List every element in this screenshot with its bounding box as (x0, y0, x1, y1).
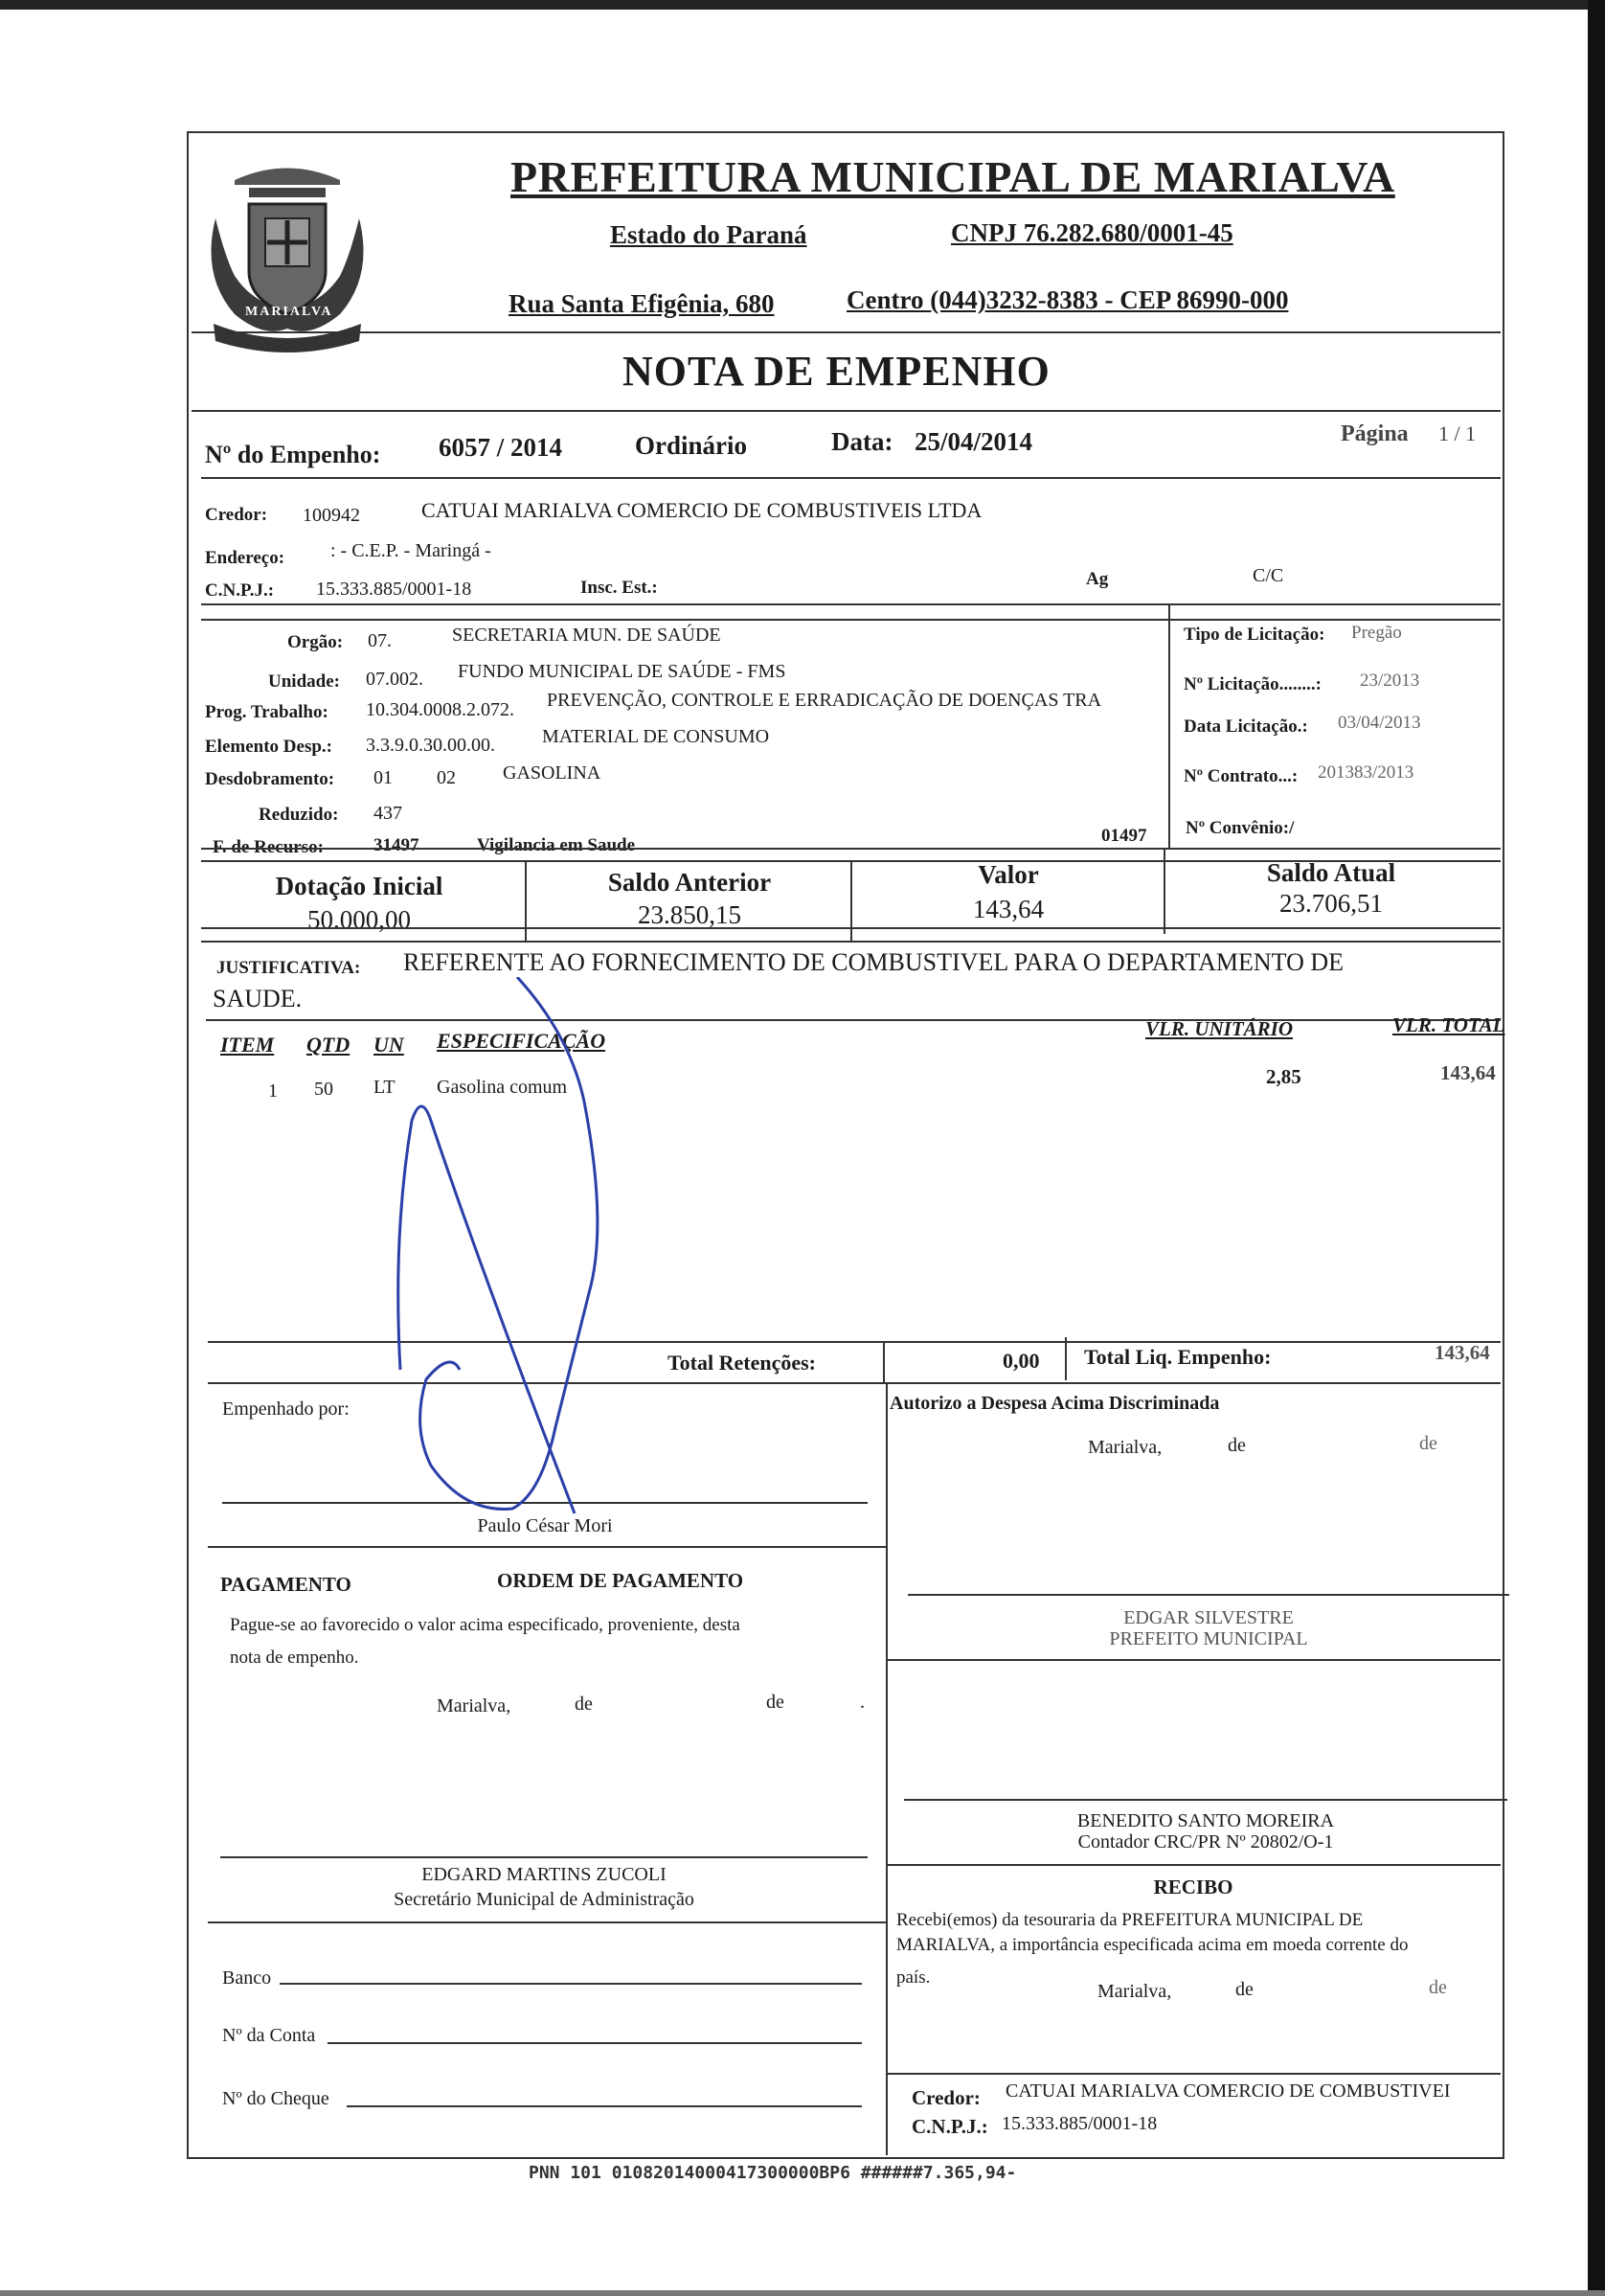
scan-border-right (1588, 0, 1605, 2296)
item-row-total: 143,64 (1440, 1061, 1496, 1084)
autorizo-city: Marialva, (1088, 1437, 1163, 1458)
header-address: Rua Santa Efigênia, 680 (509, 289, 775, 318)
saldo-atual-value: 23.706,51 (1279, 889, 1383, 918)
recibo-de-2: de (1429, 1977, 1447, 1998)
contador-signature-line (904, 1799, 1507, 1801)
recibo-city: Marialva, (1097, 1981, 1172, 2002)
empenho-number: 6057 / 2014 (439, 433, 563, 462)
credor-name: CATUAI MARIALVA COMERCIO DE COMBUSTIVEIS LTDA (421, 498, 983, 522)
rule-credor-2 (201, 619, 1501, 621)
total-liq-value: 143,64 (1435, 1341, 1490, 1364)
rule-recibo (886, 2073, 1501, 2075)
empenhado-label: Empenhado por: (222, 1398, 350, 1420)
header-title: PREFEITURA MUNICIPAL DE MARIALVA (510, 152, 1395, 201)
unidade-name: FUNDO MUNICIPAL DE SAÚDE - FMS (458, 661, 786, 682)
rule-title (192, 410, 1501, 412)
prog-name: PREVENÇÃO, CONTROLE E ERRADICAÇÃO DE DOENÇAS TRA (547, 690, 1102, 711)
col-vlr-unitario: VLR. UNITÁRIO (1145, 1017, 1294, 1040)
recurso-label: F. de Recurso: (213, 837, 324, 857)
ordem-pagamento-label: ORDEM DE PAGAMENTO (497, 1569, 744, 1592)
unidade-code: 07.002. (366, 669, 423, 690)
empenho-label: Nº do Empenho: (205, 441, 381, 468)
rule-header (192, 331, 1501, 333)
handwritten-signature (383, 977, 632, 1571)
rule-empenho (201, 477, 1501, 479)
pagamento-de-1: de (575, 1694, 593, 1715)
cc-label: C/C (1253, 565, 1284, 586)
valor-label: Valor (978, 860, 1039, 889)
pagamento-text-2: nota de empenho. (230, 1648, 359, 1668)
saldo-atual-label: Saldo Atual (1266, 858, 1396, 887)
credor-code: 100942 (303, 505, 360, 526)
item-row-qtd: 50 (314, 1079, 333, 1100)
retencoes-value: 0,00 (1003, 1349, 1040, 1373)
page-label: Página (1341, 421, 1409, 446)
contrato-value: 201383/2013 (1318, 762, 1414, 783)
empenho-type: Ordinário (635, 431, 748, 460)
endereco-value: : - C.E.P. - Maringá - (330, 540, 491, 561)
recurso-name: Vigilancia em Saude (477, 835, 636, 855)
prefeito-title: PREFEITO MUNICIPAL (1109, 1628, 1308, 1649)
col-qtd: QTD (306, 1033, 350, 1057)
recibo-credor-label: Credor: (912, 2086, 981, 2109)
orgao-name: SECRETARIA MUN. DE SAÚDE (452, 625, 721, 646)
item-row-un: LT (373, 1077, 396, 1098)
desdobramento-a: 01 (373, 767, 393, 788)
emblem-ribbon-text: MARIALVA (245, 305, 333, 319)
dotacao-inicial-value: 50.000,00 (307, 905, 411, 934)
divider-lower (886, 1382, 888, 2155)
reduzido-label: Reduzido: (259, 805, 339, 825)
divider-licitacao (1168, 603, 1170, 848)
recurso-right-code: 01497 (1101, 826, 1147, 846)
convenio-label: Nº Convênio:/ (1186, 818, 1295, 838)
header-cnpj: CNPJ 76.282.680/0001-45 (951, 218, 1233, 247)
tipo-licitacao-value: Pregão (1351, 623, 1402, 643)
cheque-label: Nº do Cheque (222, 2088, 329, 2109)
dotacao-inicial-label: Dotação Inicial (275, 872, 443, 900)
rule-credor (201, 603, 1501, 605)
secretario-name: EDGARD MARTINS ZUCOLI (421, 1864, 667, 1885)
credor-label: Credor: (205, 505, 268, 525)
page-number: 1 / 1 (1438, 421, 1477, 445)
rule-secretario (208, 1921, 886, 1923)
prog-label: Prog. Trabalho: (205, 702, 328, 722)
credor-cnpj: 15.333.885/0001-18 (316, 579, 472, 600)
elemento-name: MATERIAL DE CONSUMO (542, 726, 770, 747)
pagamento-city: Marialva, (437, 1695, 511, 1716)
header-state: Estado do Paraná (610, 220, 807, 249)
valor-value: 143,64 (972, 895, 1045, 923)
conta-field-line (328, 2042, 862, 2044)
orgao-label: Orgão: (287, 632, 344, 652)
contador-title: Contador CRC/PR Nº 20802/O-1 (1077, 1831, 1334, 1853)
empenho-date: 25/04/2014 (915, 427, 1033, 456)
rule-saldo (201, 927, 1501, 929)
desdobramento-name: GASOLINA (503, 762, 601, 784)
scan-border-top (0, 0, 1605, 10)
recibo-cnpj-label: C.N.P.J.: (912, 2115, 988, 2138)
autorizo-de-1: de (1228, 1435, 1246, 1456)
tipo-licitacao-label: Tipo de Licitação: (1184, 625, 1325, 645)
rule-prefeito (886, 1659, 1501, 1661)
unidade-label: Unidade: (268, 671, 340, 692)
saldo-anterior-label: Saldo Anterior (607, 868, 772, 897)
col-especificacao: ESPECIFICAÇÃO (437, 1029, 606, 1053)
elemento-label: Elemento Desp.: (205, 737, 332, 757)
recibo-text-3: país. (896, 1967, 931, 1988)
contrato-label: Nº Contrato...: (1184, 766, 1299, 786)
endereco-label: Endereço: (205, 548, 285, 568)
banco-label: Banco (222, 1967, 272, 1989)
licitacao-num-label: Nº Licitação........: (1184, 674, 1322, 694)
recibo-label: RECIBO (1153, 1875, 1233, 1898)
desdobramento-b: 02 (437, 767, 456, 788)
pagamento-de-2: de (766, 1692, 784, 1713)
divider-saldo-3 (1164, 848, 1165, 934)
contador-name: BENEDITO SANTO MOREIRA (1076, 1810, 1335, 1831)
credor-cnpj-label: C.N.P.J.: (205, 580, 275, 601)
divider-totals-2 (1065, 1337, 1067, 1380)
pagamento-label: PAGAMENTO (220, 1573, 351, 1596)
rule-saldo-2 (201, 941, 1501, 943)
reduzido-value: 437 (373, 803, 402, 824)
recurso-code: 31497 (373, 835, 419, 855)
licitacao-num-value: 23/2013 (1360, 671, 1420, 691)
ag-label: Ag (1086, 569, 1109, 589)
rule-dotacao (201, 848, 1501, 850)
autorizo-de-2: de (1419, 1433, 1437, 1454)
desdobramento-label: Desdobramento: (205, 769, 335, 789)
justificativa-text-2: SAUDE. (213, 985, 303, 1012)
licitacao-data-value: 03/04/2013 (1338, 713, 1421, 733)
justificativa-label: JUSTIFICATIVA: (216, 958, 361, 978)
pagamento-dot: . (860, 1692, 865, 1713)
conta-label: Nº da Conta (222, 2025, 316, 2046)
item-row-espec: Gasolina comum (437, 1077, 568, 1098)
banco-field-line (280, 1983, 862, 1985)
coat-of-arms-emblem (196, 161, 378, 357)
col-un: UN (373, 1033, 404, 1057)
recibo-credor-name: CATUAI MARIALVA COMERCIO DE COMBUSTIVEI (1006, 2080, 1451, 2102)
retencoes-label: Total Retenções: (667, 1351, 816, 1375)
secretario-signature-line (220, 1856, 868, 1858)
pagamento-text-1: Pague-se ao favorecido o valor acima especificado, proveniente, desta (230, 1615, 740, 1635)
secretario-title: Secretário Municipal de Administração (394, 1889, 694, 1910)
document-title: NOTA DE EMPENHO (622, 348, 1051, 395)
prefeito-name: EDGAR SILVESTRE (1123, 1607, 1294, 1628)
prefeito-signature-line (908, 1594, 1509, 1596)
scan-border-bottom (0, 2290, 1605, 2296)
cheque-field-line (347, 2105, 862, 2107)
col-vlr-total: VLR. TOTAL (1392, 1013, 1505, 1036)
recibo-de-1: de (1235, 1979, 1254, 2000)
saldo-anterior-value: 23.850,15 (638, 900, 741, 929)
autorizo-label: Autorizo a Despesa Acima Discriminada (890, 1393, 1220, 1414)
divider-totals-1 (883, 1341, 885, 1384)
recibo-text-1: Recebi(emos) da tesouraria da PREFEITURA MUNICIPAL DE (896, 1910, 1364, 1930)
recibo-cnpj: 15.333.885/0001-18 (1002, 2113, 1158, 2134)
rule-contador (886, 1864, 1501, 1866)
empenhado-name: Paulo César Mori (477, 1515, 613, 1536)
col-item: ITEM (220, 1033, 275, 1057)
prog-code: 10.304.0008.2.072. (366, 699, 514, 720)
empenho-date-label: Data: (831, 427, 893, 456)
elemento-code: 3.3.9.0.30.00.00. (366, 735, 495, 756)
insc-est-label: Insc. Est.: (580, 578, 658, 598)
header-address-rest: Centro (044)3232-8383 - CEP 86990-000 (847, 285, 1289, 314)
licitacao-data-label: Data Licitação.: (1184, 716, 1308, 737)
total-liq-label: Total Liq. Empenho: (1084, 1345, 1272, 1369)
item-row-item: 1 (268, 1080, 278, 1102)
footer-auth-code: PNN 101 01082014000417300000BP6 ######7.365,94- (529, 2163, 1017, 2183)
justificativa-text-1: REFERENTE AO FORNECIMENTO DE COMBUSTIVEL PARA O DEPARTAMENTO DE (403, 948, 1345, 976)
recibo-text-2: MARIALVA, a importância especificada acima em moeda corrente do (896, 1935, 1409, 1955)
orgao-code: 07. (368, 630, 392, 651)
item-row-unit: 2,85 (1266, 1065, 1301, 1088)
